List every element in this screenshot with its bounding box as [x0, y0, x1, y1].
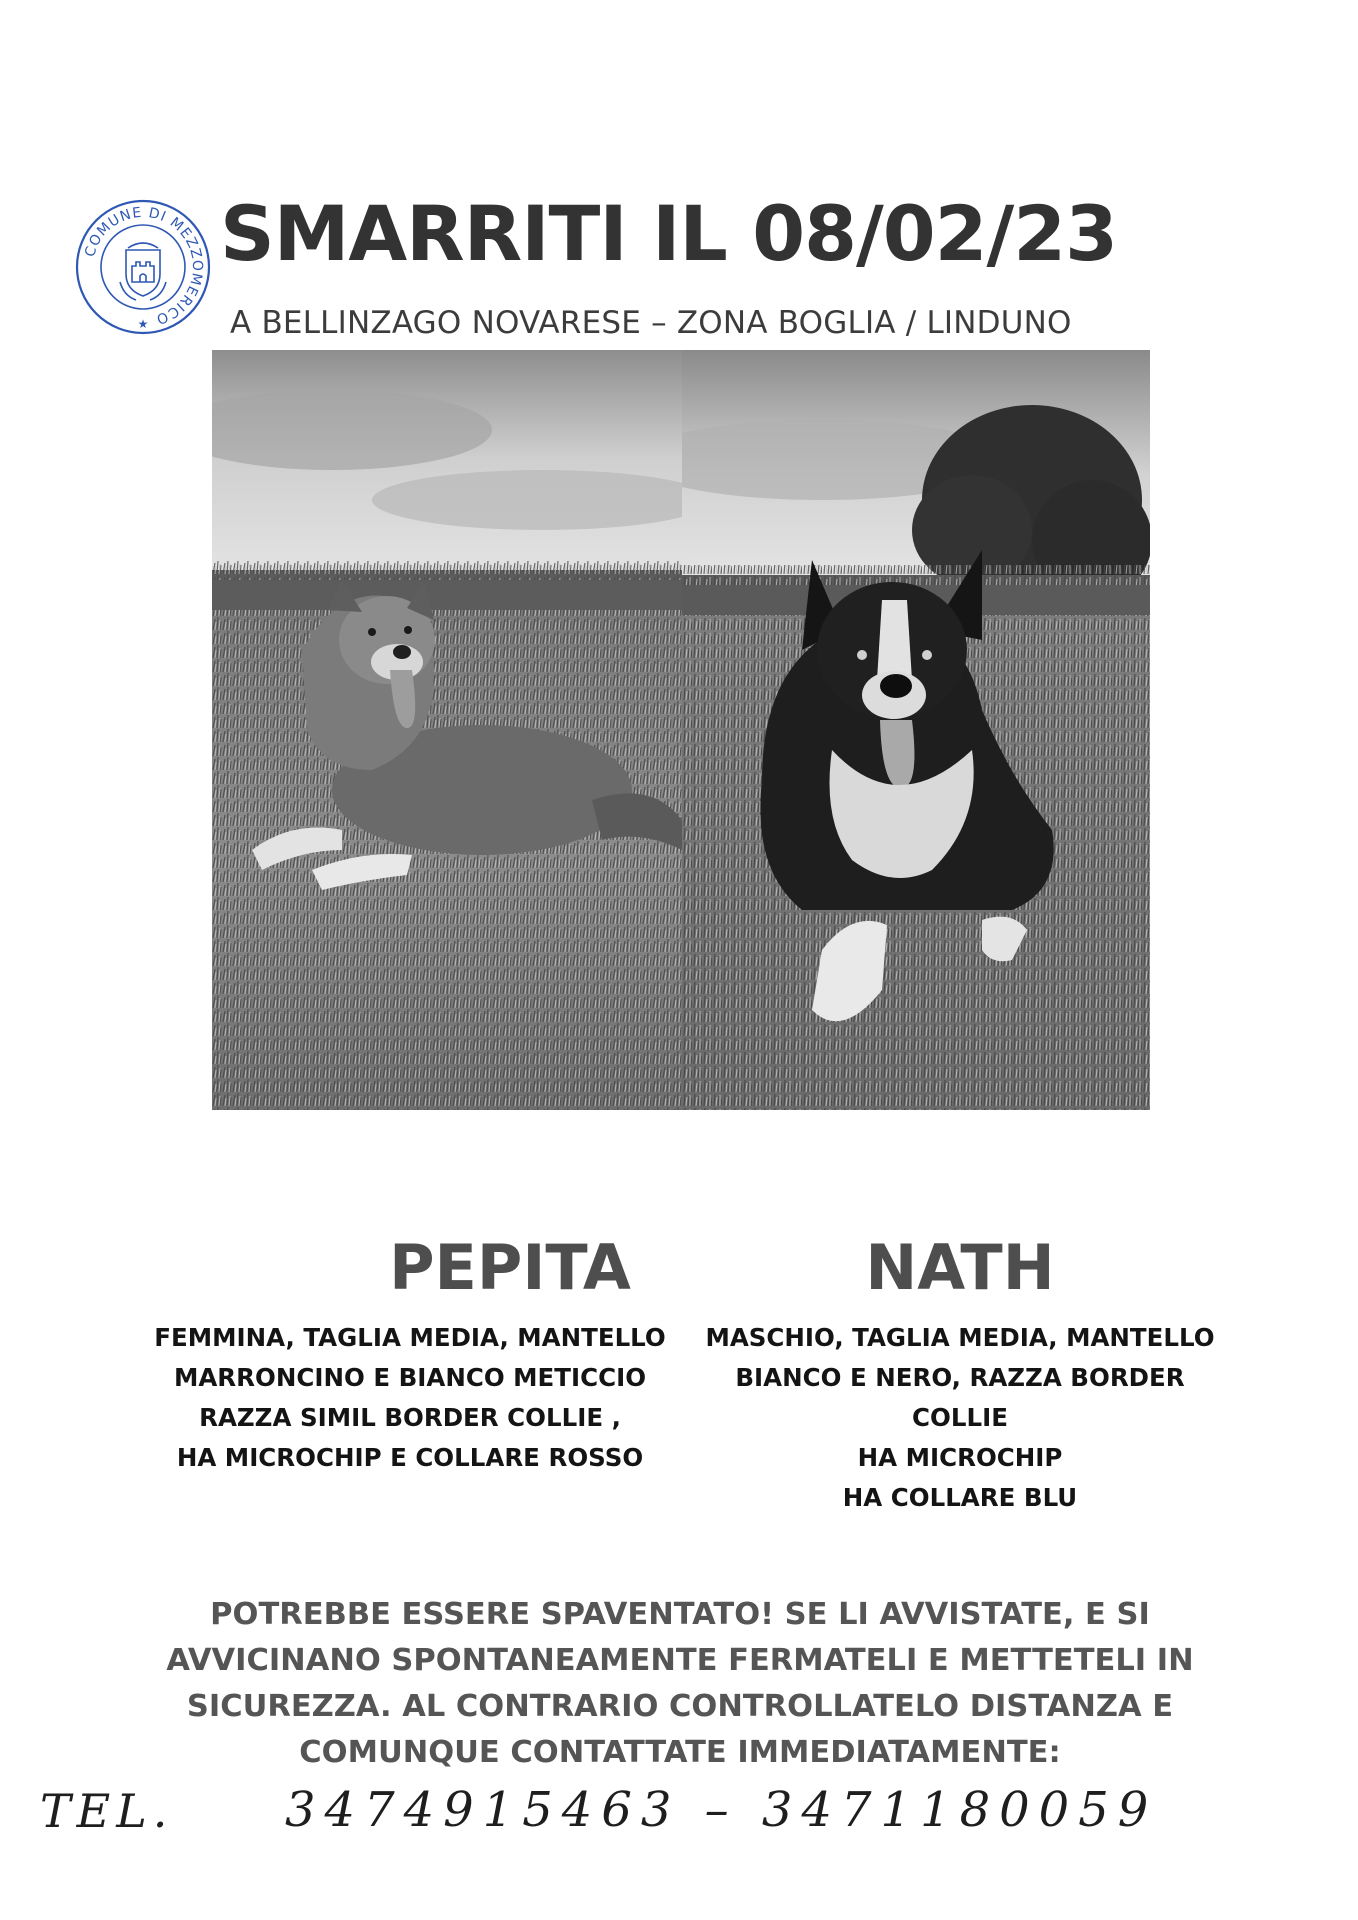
description-line: FEMMINA, TAGLIA MEDIA, MANTELLO	[154, 1323, 666, 1352]
description-line: RAZZA SIMIL BORDER COLLIE ,	[199, 1403, 621, 1432]
coat-of-arms-icon	[120, 243, 166, 300]
photo-nath	[682, 350, 1150, 1110]
phone-numbers[interactable]: 3474915463 – 3471180059	[285, 1782, 1158, 1838]
description-line: HA COLLARE BLU	[842, 1483, 1078, 1512]
description-line: MARRONCINO E BIANCO METICCIO	[173, 1363, 647, 1392]
notice-line: POTREBBE ESSERE SPAVENTATO! SE LI AVVISTATE, E SI	[210, 1597, 1150, 1632]
description-line: COLLIE	[912, 1403, 1008, 1432]
description-nath	[670, 1318, 1250, 1518]
notice-line: AVVICINANO SPONTANEAMENTE FERMATELI E METTETELI IN	[166, 1643, 1194, 1678]
municipal-stamp	[74, 198, 212, 336]
page-title: SMARRITI IL 08/02/23	[220, 189, 1118, 278]
tel-label: TEL.	[40, 1784, 174, 1838]
notice-line: COMUNQUE CONTATTATE IMMEDIATAMENTE:	[299, 1735, 1061, 1770]
location-subtitle: A BELLINZAGO NOVARESE – ZONA BOGLIA / LINDUNO	[230, 305, 1072, 341]
contact-phone	[40, 1778, 1330, 1868]
dog-name-nath: NATH	[865, 1231, 1055, 1304]
star-icon: ★	[137, 317, 149, 331]
notice-text	[80, 1592, 1280, 1776]
dog-name-pepita: PEPITA	[389, 1231, 631, 1304]
photo-pepita	[212, 350, 682, 1110]
description-pepita	[110, 1318, 710, 1478]
description-line: HA MICROCHIP E COLLARE ROSSO	[176, 1443, 644, 1472]
description-line: HA MICROCHIP	[857, 1443, 1063, 1472]
notice-line: SICUREZZA. AL CONTRARIO CONTROLLATELO DISTANZA E	[186, 1689, 1174, 1724]
stamp-text: COMUNE DI MEZZOMERICO	[82, 204, 206, 328]
description-line: MASCHIO, TAGLIA MEDIA, MANTELLO	[705, 1323, 1215, 1352]
description-line: BIANCO E NERO, RAZZA BORDER	[735, 1363, 1185, 1392]
